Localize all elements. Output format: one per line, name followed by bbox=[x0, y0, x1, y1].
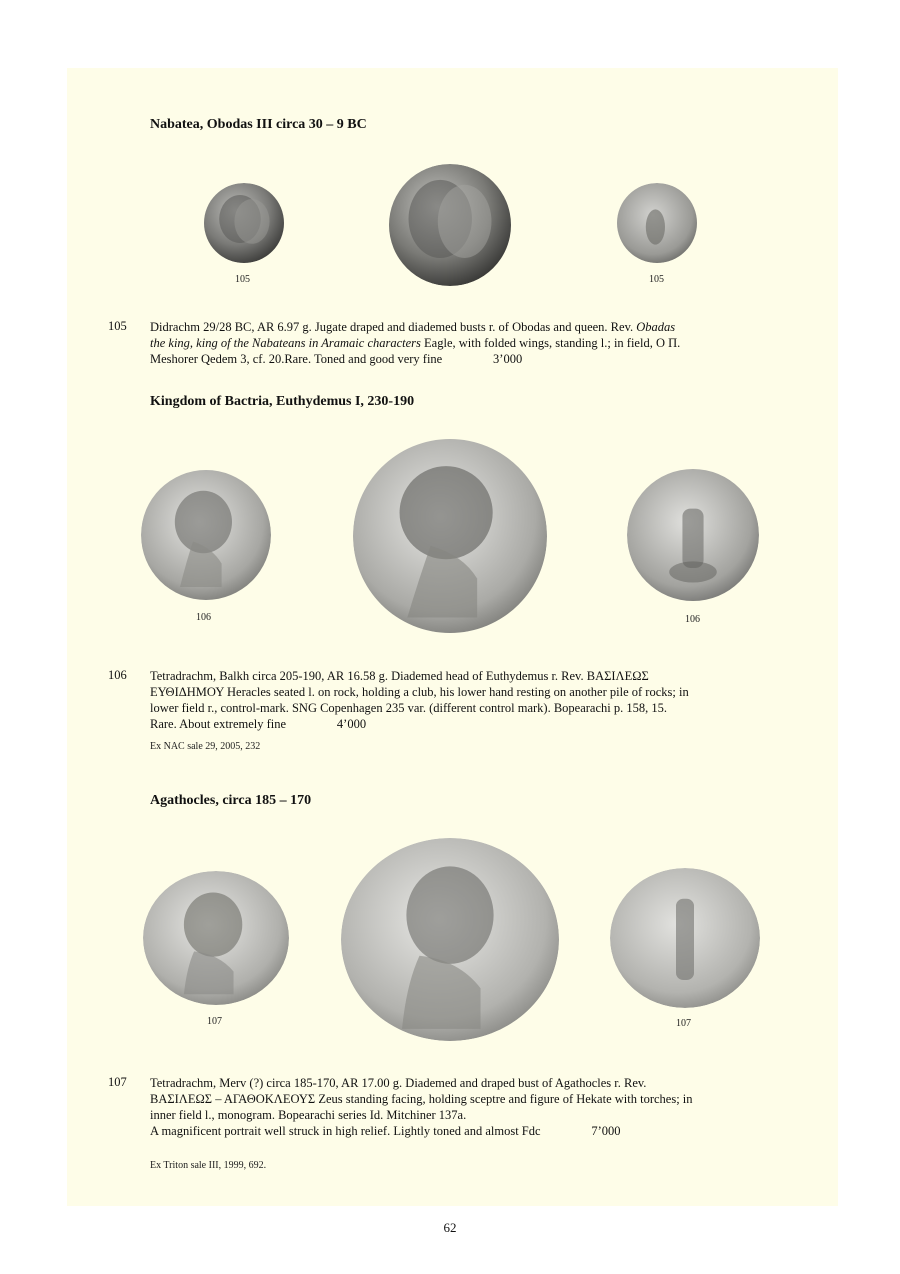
lot-106-heading: Kingdom of Bactria, Euthydemus I, 230-190 bbox=[150, 394, 415, 409]
lot-107-image-label-left: 107 bbox=[207, 1016, 222, 1027]
lot-107-obverse-large-image bbox=[341, 838, 559, 1041]
lot-106-image-label-left: 106 bbox=[196, 612, 211, 623]
lot-105-obverse-large-image bbox=[388, 164, 512, 286]
lot-106-grade: Rare. About extremely fine bbox=[150, 717, 287, 731]
lot-107-image-label-right: 107 bbox=[676, 1018, 691, 1029]
lot-106-estimate: 4’000 bbox=[336, 717, 367, 731]
lot-107-line2: ΒΑΣΙΛΕΩΣ – ΑΓΑΘΟΚΛΕΟΥΣ Zeus standing facing, holding sceptre and figure of Hekate with torches; in bbox=[150, 1092, 693, 1106]
lot-106-number: 106 bbox=[108, 668, 127, 682]
lot-107-estimate: 7’000 bbox=[591, 1124, 621, 1138]
lot-106-obverse-large-image bbox=[353, 435, 547, 637]
lot-105-description bbox=[150, 319, 752, 367]
lot-106-obverse-small-image bbox=[141, 468, 271, 602]
lot-107-provenance: Ex Triton sale III, 1999, 692. bbox=[150, 1160, 267, 1171]
lot-107-line1: Tetradrachm, Merv (?) circa 185-170, AR 17.00 g. Diademed and draped bust of Agathocles r. Rev. bbox=[150, 1076, 647, 1090]
lot-106-line3: lower field r., control-mark. SNG Copenhagen 235 var. (different control mark). Bopearachi p. 158, 15. bbox=[150, 701, 667, 715]
lot-107-reverse-image bbox=[610, 868, 760, 1008]
lot-105-image-label-right: 105 bbox=[649, 274, 664, 285]
lot-105-reference: Meshorer Qedem 3, cf. 20. bbox=[150, 352, 285, 366]
lot-105-obverse-small-image bbox=[203, 183, 285, 263]
lot-106-image-label-right: 106 bbox=[685, 614, 700, 625]
lot-105-estimate: 3’000 bbox=[493, 352, 523, 366]
lot-107-number: 107 bbox=[108, 1075, 127, 1089]
lot-105-number: 105 bbox=[108, 319, 127, 333]
lot-105-line2: Eagle, with folded wings, standing l.; in field, O Π. bbox=[420, 336, 681, 350]
lot-105-heading: Nabatea, Obodas III circa 30 – 9 BC bbox=[150, 117, 367, 132]
lot-105-line2-italic: the king, king of the Nabateans in Aramaic characters bbox=[150, 336, 421, 350]
lot-107-line3: inner field l., monogram. Bopearachi series Id. Mitchiner 137a. bbox=[150, 1108, 467, 1122]
lot-107-heading: Agathocles, circa 185 – 170 bbox=[150, 793, 312, 808]
lot-105-line1-italic: Obadas bbox=[636, 320, 676, 334]
lot-105-reverse-image bbox=[616, 183, 698, 263]
lot-105-image-label-left: 105 bbox=[235, 274, 250, 285]
lot-105-grade: Rare. Toned and good very fine bbox=[284, 352, 443, 366]
lot-107-grade: A magnificent portrait well struck in high relief. Lightly toned and almost Fdc bbox=[150, 1124, 541, 1138]
lot-106-provenance: Ex NAC sale 29, 2005, 232 bbox=[150, 741, 261, 752]
lot-107-description bbox=[150, 1075, 752, 1139]
page-number: 62 bbox=[443, 1220, 457, 1235]
lot-106-reverse-image bbox=[627, 465, 759, 605]
lot-106-line2: ΕΥΘΙΔΗΜΟΥ Heracles seated l. on rock, holding a club, his lower hand resting on another pile of rocks; in bbox=[150, 685, 689, 699]
lot-106-line1: Tetradrachm, Balkh circa 205-190, AR 16.58 g. Diademed head of Euthydemus r. Rev. ΒΑΣΙΛΕΩΣ bbox=[150, 669, 649, 683]
lot-106-description bbox=[150, 668, 752, 732]
lot-105-line1: Didrachm 29/28 BC, AR 6.97 g. Jugate draped and diademed busts r. of Obodas and queen. Rev. bbox=[150, 320, 637, 334]
lot-107-obverse-small-image bbox=[143, 871, 289, 1005]
